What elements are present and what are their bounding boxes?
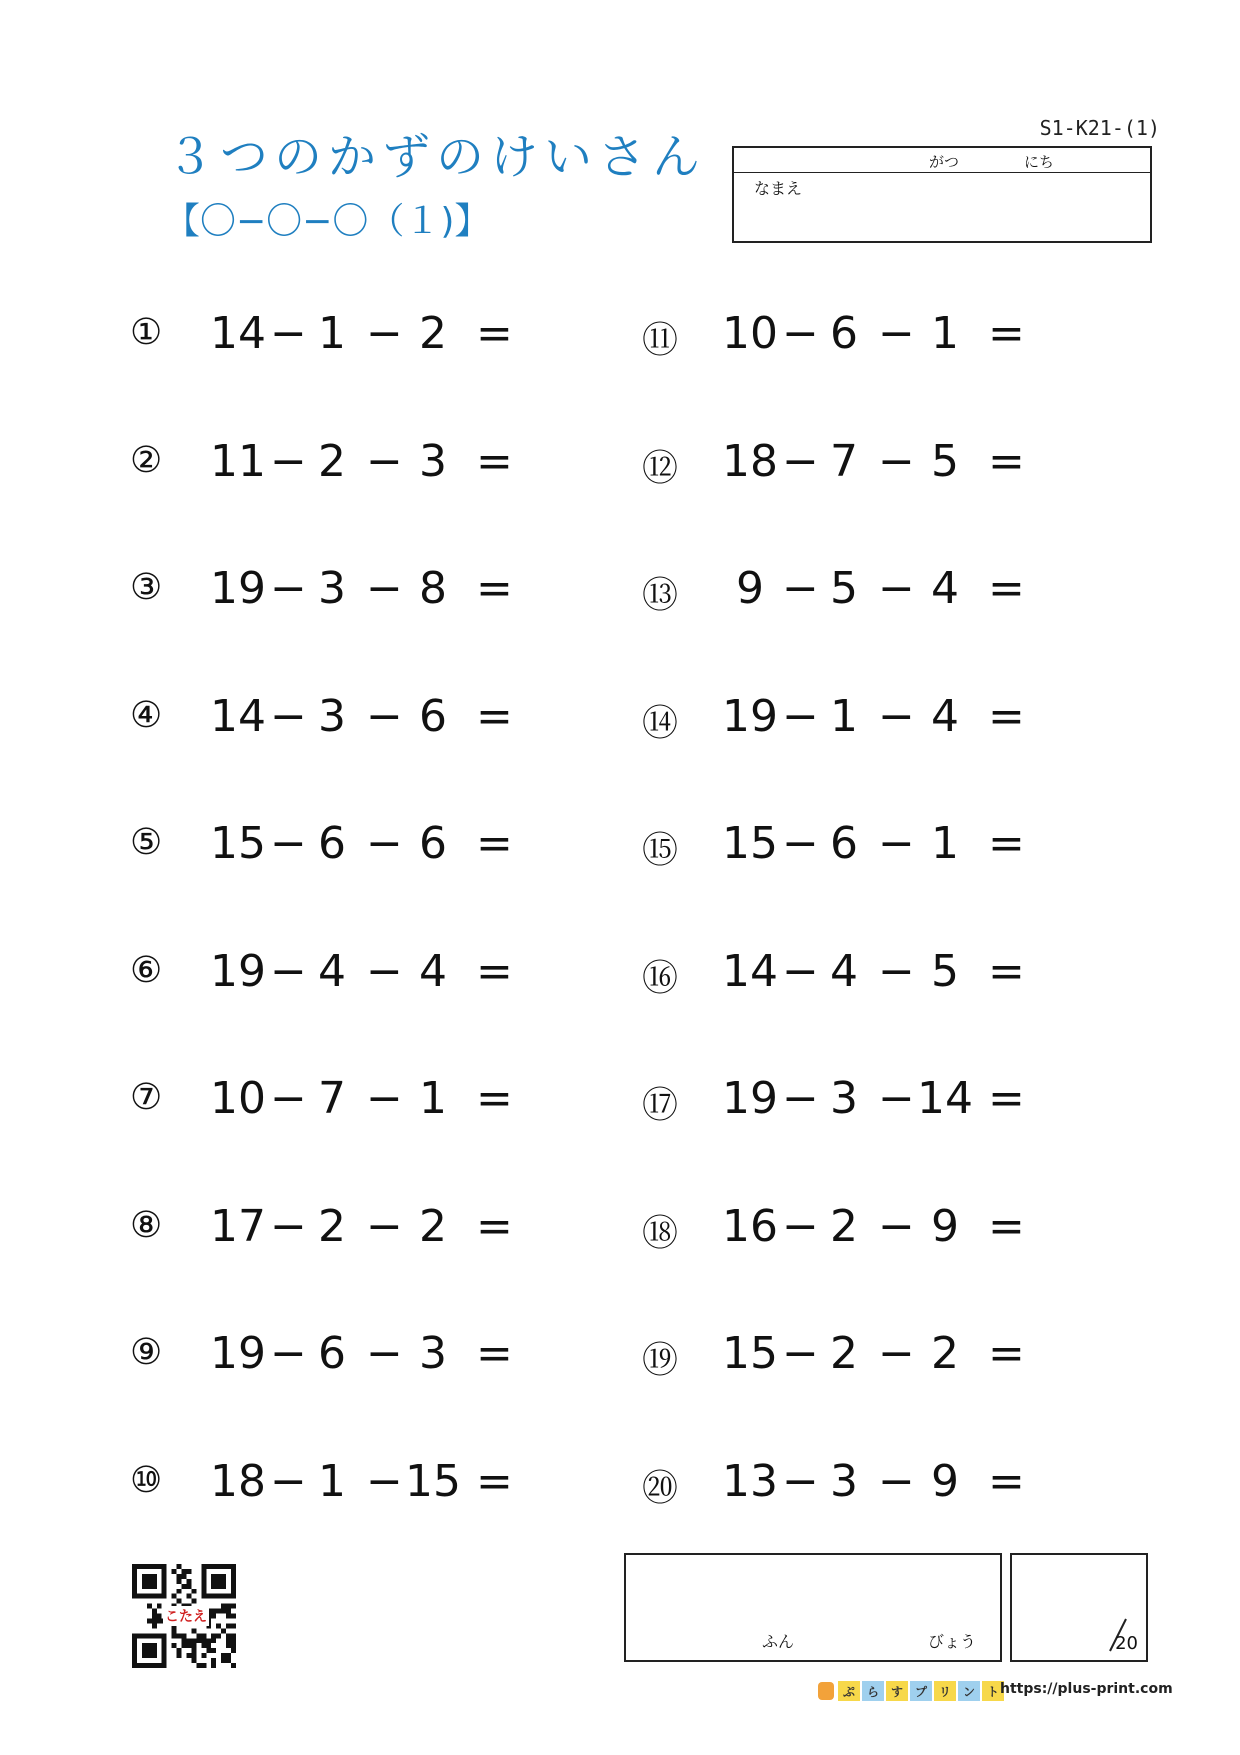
equals-sign: = <box>988 435 1025 487</box>
seconds-label: びょう <box>928 1632 977 1651</box>
minus-sign-1: − <box>782 1200 819 1252</box>
operand-2: 1 <box>318 308 346 359</box>
minus-sign-1: − <box>782 818 819 869</box>
operand-2: 5 <box>830 563 858 614</box>
operand-1: 14 <box>210 308 266 359</box>
page-title: ３つのかずのけいさん <box>166 129 707 185</box>
equals-sign: = <box>988 1328 1025 1379</box>
operand-1: 11 <box>210 435 266 487</box>
operand-1: 16 <box>722 1200 778 1252</box>
operand-3: 2 <box>419 308 447 359</box>
problem-number: ⑰ <box>642 1085 679 1126</box>
minus-sign-2: − <box>878 1073 915 1124</box>
problem-number: ⑭ <box>642 702 679 744</box>
date-row <box>734 148 1150 173</box>
page-subtitle: 【〇−〇−〇（１)】 <box>164 201 491 242</box>
minus-sign-1: − <box>270 1200 307 1252</box>
minus-sign-1: − <box>782 690 819 742</box>
operand-1: 19 <box>210 1328 266 1379</box>
minus-sign-2: − <box>366 563 403 614</box>
score-total: 20 <box>1115 1633 1138 1654</box>
logo-tile: す <box>886 1681 908 1701</box>
problem-number: ⑥ <box>130 949 163 991</box>
equals-sign: = <box>476 563 513 614</box>
operand-2: 2 <box>830 1328 858 1379</box>
problem-number: ① <box>130 312 163 353</box>
problem-number: ⑦ <box>130 1077 163 1118</box>
operand-2: 2 <box>830 1200 858 1252</box>
minus-sign-2: − <box>878 563 915 614</box>
minus-sign-1: − <box>270 435 307 487</box>
operand-1: 18 <box>210 1455 266 1507</box>
minus-sign-1: − <box>270 818 307 869</box>
problem-number: ② <box>130 439 163 481</box>
operand-3: 2 <box>419 1200 447 1252</box>
operand-3: 8 <box>419 563 447 614</box>
minus-sign-1: − <box>782 1455 819 1507</box>
equals-sign: = <box>476 1455 513 1507</box>
equals-sign: = <box>476 690 513 742</box>
equals-sign: = <box>476 1328 513 1379</box>
operand-1: 14 <box>722 945 778 997</box>
problem-number: ⑩ <box>130 1459 163 1501</box>
operand-2: 1 <box>318 1455 346 1507</box>
operand-3: 5 <box>931 435 959 487</box>
operand-1: 14 <box>210 690 266 742</box>
operand-1: 9 <box>736 563 764 614</box>
equals-sign: = <box>476 1200 513 1252</box>
minus-sign-2: − <box>366 690 403 742</box>
equals-sign: = <box>476 435 513 487</box>
problem-number: ⑱ <box>642 1212 679 1254</box>
minus-sign-1: − <box>782 563 819 614</box>
operand-3: 1 <box>931 818 959 869</box>
minus-sign-1: − <box>270 1328 307 1379</box>
operand-3: 4 <box>419 945 447 997</box>
minus-sign-1: − <box>782 1328 819 1379</box>
operand-2: 6 <box>830 308 858 359</box>
operand-1: 17 <box>210 1200 266 1252</box>
problem-number: ⑳ <box>642 1467 679 1509</box>
operand-3: 9 <box>931 1200 959 1252</box>
minus-sign-2: − <box>366 1328 403 1379</box>
operand-3: 5 <box>931 945 959 997</box>
minus-sign-2: − <box>878 1200 915 1252</box>
site-url[interactable]: https://plus-print.com <box>1000 1681 1173 1697</box>
minus-sign-2: − <box>366 1073 403 1124</box>
operand-1: 15 <box>210 818 266 869</box>
minus-sign-2: − <box>366 435 403 487</box>
problem-number: ⑧ <box>130 1204 163 1246</box>
operand-3: 2 <box>931 1328 959 1379</box>
minus-sign-1: − <box>782 945 819 997</box>
operand-1: 10 <box>722 308 778 359</box>
minus-sign-2: − <box>366 308 403 359</box>
operand-2: 3 <box>318 563 346 614</box>
operand-2: 7 <box>830 435 858 487</box>
equals-sign: = <box>988 1200 1025 1252</box>
minus-sign-2: − <box>878 308 915 359</box>
minus-sign-2: − <box>878 945 915 997</box>
operand-1: 19 <box>722 1073 778 1124</box>
problem-number: ③ <box>130 567 163 608</box>
operand-2: 4 <box>830 945 858 997</box>
minus-sign-2: − <box>878 818 915 869</box>
minus-sign-1: − <box>270 945 307 997</box>
equals-sign: = <box>988 563 1025 614</box>
answer-label: こたえ <box>163 1606 209 1626</box>
equals-sign: = <box>476 1073 513 1124</box>
operand-3: 14 <box>917 1073 973 1124</box>
logo-tile: ら <box>862 1681 884 1701</box>
operand-1: 19 <box>722 690 778 742</box>
operand-3: 6 <box>419 690 447 742</box>
equals-sign: = <box>988 690 1025 742</box>
operand-1: 10 <box>210 1073 266 1124</box>
operand-2: 1 <box>830 690 858 742</box>
operand-3: 4 <box>931 690 959 742</box>
operand-2: 3 <box>830 1073 858 1124</box>
problem-number: ⑯ <box>642 957 679 999</box>
minus-sign-1: − <box>270 1455 307 1507</box>
minus-sign-2: − <box>878 435 915 487</box>
operand-3: 3 <box>419 435 447 487</box>
operand-1: 19 <box>210 563 266 614</box>
operand-3: 4 <box>931 563 959 614</box>
name-label: なまえ <box>754 179 803 198</box>
minus-sign-2: − <box>878 1328 915 1379</box>
equals-sign: = <box>988 1073 1025 1124</box>
minus-sign-2: − <box>878 690 915 742</box>
minus-sign-1: − <box>782 1073 819 1124</box>
minus-sign-2: − <box>366 818 403 869</box>
minus-sign-1: − <box>782 308 819 359</box>
month-label: がつ <box>929 153 960 171</box>
problem-number: ⑪ <box>642 320 679 361</box>
operand-2: 6 <box>318 1328 346 1379</box>
operand-2: 2 <box>318 1200 346 1252</box>
equals-sign: = <box>988 1455 1025 1507</box>
minus-sign-2: − <box>366 945 403 997</box>
equals-sign: = <box>988 945 1025 997</box>
problem-number: ⑬ <box>642 575 679 616</box>
minus-sign-1: − <box>270 563 307 614</box>
logo-tile: ト <box>982 1681 1004 1701</box>
day-label: にち <box>1024 153 1055 171</box>
worksheet-code: S1-K21-(1) <box>1039 116 1160 140</box>
minutes-label: ふん <box>762 1632 795 1651</box>
problem-number: ⑨ <box>130 1332 163 1373</box>
operand-2: 6 <box>318 818 346 869</box>
equals-sign: = <box>988 818 1025 869</box>
minus-sign-2: − <box>366 1200 403 1252</box>
minus-sign-1: − <box>270 308 307 359</box>
logo-tile: プ <box>910 1681 932 1701</box>
operand-1: 19 <box>210 945 266 997</box>
name-date-box[interactable] <box>732 146 1152 243</box>
logo-tile: ン <box>958 1681 980 1701</box>
operand-2: 3 <box>830 1455 858 1507</box>
operand-2: 2 <box>318 435 346 487</box>
equals-sign: = <box>476 945 513 997</box>
minus-sign-2: − <box>878 1455 915 1507</box>
operand-2: 6 <box>830 818 858 869</box>
problem-number: ⑮ <box>642 830 679 871</box>
operand-3: 3 <box>419 1328 447 1379</box>
brand-logo[interactable] <box>818 1680 1006 1702</box>
problem-number: ⑤ <box>130 822 163 863</box>
operand-1: 13 <box>722 1455 778 1507</box>
operand-2: 7 <box>318 1073 346 1124</box>
equals-sign: = <box>476 308 513 359</box>
problem-number: ⑲ <box>642 1340 679 1381</box>
operand-3: 15 <box>405 1455 461 1507</box>
logo-tile: ぷ <box>838 1681 860 1701</box>
operand-1: 15 <box>722 818 778 869</box>
problem-number: ④ <box>130 694 163 736</box>
time-box[interactable] <box>624 1553 1002 1662</box>
operand-3: 6 <box>419 818 447 869</box>
minus-sign-1: − <box>782 435 819 487</box>
operand-1: 15 <box>722 1328 778 1379</box>
score-box[interactable] <box>1010 1553 1148 1662</box>
minus-sign-1: − <box>270 690 307 742</box>
operand-3: 1 <box>419 1073 447 1124</box>
logo-tile: リ <box>934 1681 956 1701</box>
operand-3: 1 <box>931 308 959 359</box>
mascot-icon <box>818 1682 834 1700</box>
operand-2: 3 <box>318 690 346 742</box>
operand-3: 9 <box>931 1455 959 1507</box>
equals-sign: = <box>988 308 1025 359</box>
operand-2: 4 <box>318 945 346 997</box>
minus-sign-1: − <box>270 1073 307 1124</box>
minus-sign-2: − <box>366 1455 403 1507</box>
operand-1: 18 <box>722 435 778 487</box>
problem-number: ⑫ <box>642 447 679 489</box>
equals-sign: = <box>476 818 513 869</box>
